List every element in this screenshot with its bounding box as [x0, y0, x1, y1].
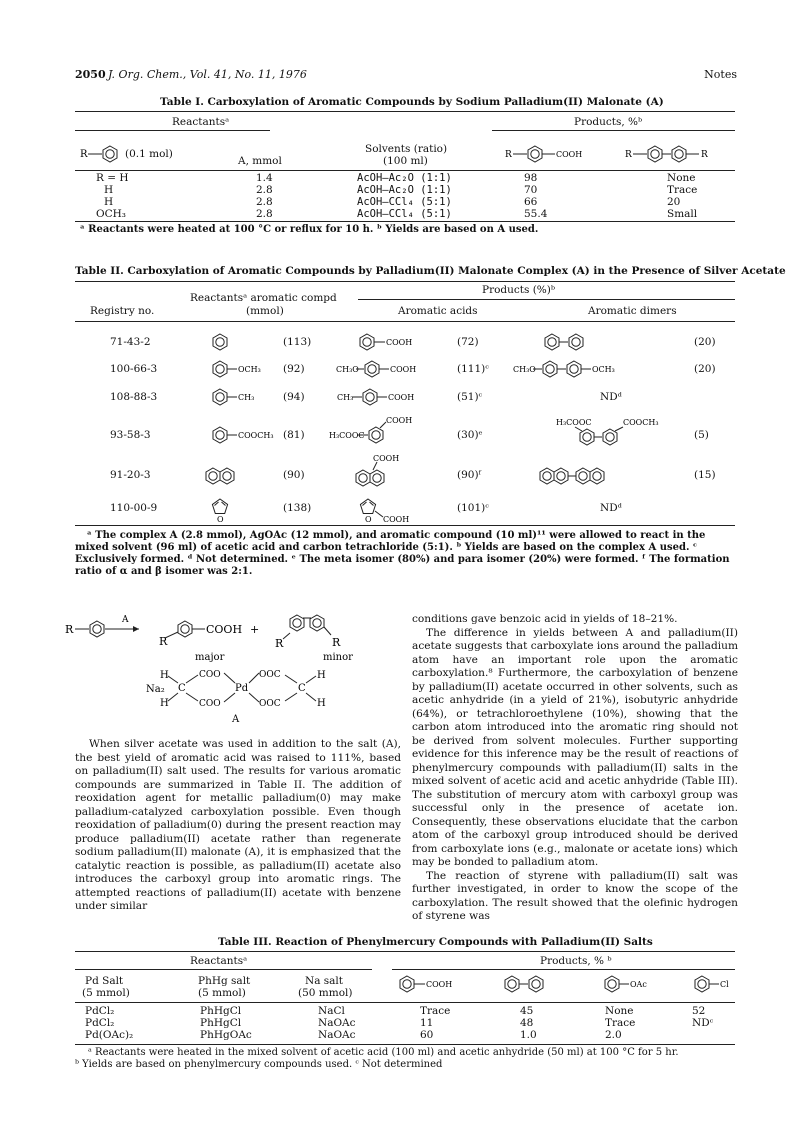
t2r4-acid-left: H₃COOC [329, 431, 365, 440]
table1-header-rule [75, 170, 735, 171]
t1-row-dimer-yield: None [667, 172, 696, 184]
scheme-c2: C [298, 683, 306, 694]
t2-row-dimer-yield: (20) [694, 336, 716, 348]
table1-rule-products [492, 130, 735, 131]
t2-row-registry: 108-88-3 [110, 391, 158, 403]
table3-col-hg-amt: (5 mmol) [198, 987, 246, 999]
t1-row-solvent: AcOH–CCl₄ (5:1) [357, 196, 452, 208]
t2r2-sub: OCH₃ [238, 365, 261, 374]
t3-row-benzoic: 11 [420, 1017, 434, 1029]
table2-col-dimers: Aromatic dimers [588, 305, 677, 317]
table1-col-reactant: (0.1 mol) [125, 148, 173, 160]
naphthalene-icon [206, 468, 234, 484]
t2-row-mmol: (94) [283, 391, 305, 403]
table1-cooh-label: COOH [556, 150, 583, 159]
t2r6-acid-sub: COOH [383, 515, 410, 524]
t2-row-mmol: (81) [283, 429, 305, 441]
scheme-h4: H [317, 698, 326, 709]
t3-cl: Cl [720, 980, 729, 989]
t2-row-acid-yield: (101)ᶜ [457, 502, 489, 514]
t2r4-dimer-left: H₃COOC [556, 418, 592, 427]
t2-row-registry: 110-00-9 [110, 502, 158, 514]
table3-rule-reactants [75, 969, 372, 970]
t3-row-oac: Trace [605, 1017, 636, 1029]
t2r4-acid-sub: COOH [386, 416, 413, 425]
table3-col-pd-amt: (5 mmol) [82, 987, 130, 999]
t2-row-dimer-yield: NDᵈ [600, 502, 622, 514]
t3-row-biphenyl: 1.0 [520, 1029, 537, 1041]
table3-header-rule [75, 1002, 735, 1003]
t2-row-dimer-yield: NDᵈ [600, 391, 622, 403]
t1-row-solvent: AcOH–Ac₂O (1:1) [357, 184, 452, 196]
table3-bottom-rule [75, 1044, 735, 1045]
t1-row-a: 2.8 [256, 208, 273, 220]
t1-row-acid-yield: 70 [524, 184, 538, 196]
scheme-na2: Na₂ [146, 684, 165, 695]
table3-footnote-a: ᵃ Reactants were heated in the mixed solvent of acetic acid (100 ml) and acetic anhydride (50 ml) at 100 °C for 5 hr. [88, 1047, 679, 1058]
page-number: 2050 [75, 68, 106, 81]
scheme-ooc2: OOC [259, 699, 281, 709]
table2-footnote: ᵃ The complex A (2.8 mmol), AgOAc (12 mmol), and aromatic compound (10 ml)¹¹ were allowed to react in the mixed solvent (96 ml) of acetic acid and carbon tetrachloride (5:1). ᵇ Yields are based on the complex A used. ᶜ Exclusively formed. ᵈ Not determined. ᵉ The meta isomer (80%) and para isomer (20%) were formed. ᶠ The formation ratio of α and β isomer was 2:1. [75, 530, 730, 577]
t3-row-oac: 2.0 [605, 1029, 622, 1041]
t3-row-pd: PdCl₂ [85, 1017, 115, 1029]
scheme-r3: R [275, 637, 284, 650]
table1-col-solvents-vol: (100 ml) [383, 155, 428, 167]
t2r3-sub: CH₃ [238, 393, 255, 402]
scheme-r1: R [65, 623, 74, 636]
scheme-cooh: COOH [206, 623, 243, 636]
scheme-plus: + [250, 623, 260, 636]
svg-text:R: R [80, 149, 88, 160]
scheme-h2: H [160, 698, 169, 709]
t1-row-dimer-yield: 20 [667, 196, 681, 208]
table1-rule-reactants [75, 130, 270, 131]
table1-top-rule [75, 111, 735, 112]
t1-row-r: OCH₃ [96, 208, 127, 220]
table2-products-header: Products (%)ᵇ [482, 284, 556, 296]
table2-col-mmol: (mmol) [246, 305, 284, 317]
section-label: Notes [704, 68, 737, 81]
table3-col-na: Na salt [305, 975, 344, 987]
t2-row-mmol: (90) [283, 469, 305, 481]
table3-caption: Table III. Reaction of Phenylmercury Compounds with Palladium(II) Salts [218, 936, 653, 948]
t2r2-acid-sub: COOH [390, 365, 417, 374]
t3-row-na: NaCl [318, 1005, 345, 1017]
t2-row-acid-yield: (72) [457, 336, 479, 348]
scheme-label-a: A [232, 714, 240, 725]
table2-col-acids: Aromatic acids [398, 305, 478, 317]
table3-col-na-amt: (50 mmol) [298, 987, 353, 999]
t2-row-dimer-yield: (5) [694, 429, 709, 441]
right-column-text [412, 613, 738, 924]
t1-row-acid-yield: 98 [524, 172, 538, 184]
table2-rule-products [358, 299, 735, 300]
furan-icon [212, 499, 227, 514]
t1-row-dimer-yield: Trace [667, 184, 698, 196]
table3-col-pd: Pd Salt [85, 975, 124, 987]
t1-row-r: H [104, 184, 114, 196]
table3-col-hg: PhHg salt [198, 975, 251, 987]
t3-row-benzoic: Trace [420, 1005, 451, 1017]
t3-row-benzoic: 60 [420, 1029, 434, 1041]
t3-row-biphenyl: 45 [520, 1005, 534, 1017]
right-paragraph-2: The difference in yields between A and palladium(II) acetate suggests that carboxylate ions around the palladium atom have an important role upon the aromatic carboxylation.⁸ Furthermore, the carboxylation of benzene by palladium(II) acetate occurred in other solvents, such as acetic anhydride (in a yield of 21%), isobutyric anhydride (64%), or tetrachloroethylene (10%), showing that the carbon atom introduced into the aromatic ring should not be derived from solvent molecules. Further supporting evidence for this inference may be the result of reactions of phenylmercury compounds with palladium(II) salts in the mixed solvent of acetic acid and acetic anhydride (Table III). The substitution of mercury atom with carboxyl group was successful only in the presence of acetate ion. Consequently, these observations elucidate that the carbon atom of the carboxyl group introduced should be derived from carboxylate ions (e.g., malonate or acetate ions) which may be bonded to palladium atom. [412, 626, 738, 868]
table1-caption: Table I. Carboxylation of Aromatic Compounds by Sodium Palladium(II) Malonate (A) [160, 96, 664, 108]
table1-biphenyl-structure [625, 142, 735, 166]
t2r4-sub: COOCH₃ [238, 431, 274, 440]
running-header: J. Org. Chem., Vol. 41, No. 11, 1976 [108, 68, 307, 81]
t2-row-registry: 91-20-3 [110, 469, 151, 481]
t2-row-mmol: (138) [283, 502, 312, 514]
t2r4-dimer-right: COOCH₃ [623, 418, 659, 427]
svg-text:R: R [625, 150, 632, 160]
t2-row-acid-yield: (111)ᶜ [457, 363, 489, 375]
t2r6-acid-o: O [365, 515, 372, 524]
scheme-coo1: COO [199, 670, 221, 680]
t3-row-oac: None [605, 1005, 634, 1017]
t2-row-acid-yield: (30)ᵉ [457, 429, 483, 441]
right-paragraph-1: conditions gave benzoic acid in yields of 18–21%. [412, 613, 678, 625]
table1-col-a: A, mmol [238, 155, 282, 167]
t1-row-solvent: AcOH–CCl₄ (5:1) [357, 208, 452, 220]
scheme-pd: Pd [235, 683, 249, 694]
table2-col-registry: Registry no. [90, 305, 155, 317]
table3-products-header: Products, % ᵇ [540, 955, 612, 967]
table1-footnote: ᵃ Reactants were heated at 100 °C or reflux for 10 h. ᵇ Yields are based on A used. [80, 224, 539, 235]
scheme-r2: R [159, 635, 168, 648]
scheme-minor: minor [323, 652, 353, 663]
t3-oac: OAc [630, 980, 647, 989]
t1-row-dimer-yield: Small [667, 208, 698, 220]
t3-row-na: NaOAc [318, 1017, 356, 1029]
t1-row-solvent: AcOH–Ac₂O (1:1) [357, 172, 452, 184]
scheme-h3: H [317, 670, 326, 681]
table2-structures [75, 325, 735, 525]
left-column-text [75, 738, 401, 914]
table2-caption: Table II. Carboxylation of Aromatic Compounds by Palladium(II) Malonate Complex (A) in the Presence of Silver Acetate [75, 265, 786, 277]
t2-row-acid-yield: (51)ᶜ [457, 391, 483, 403]
t1-row-a: 1.4 [256, 172, 273, 184]
scheme-ooc1: OOC [259, 670, 281, 680]
t1-row-acid-yield: 66 [524, 196, 538, 208]
t2-row-registry: 93-58-3 [110, 429, 151, 441]
t3-row-na: NaOAc [318, 1029, 356, 1041]
t2r6-sub: O [217, 515, 224, 524]
t2r2-dimer-left: CH₃O [513, 365, 536, 374]
table1-col-solvents: Solvents (ratio) [365, 143, 448, 155]
t3-row-hg: PhHgCl [200, 1005, 242, 1017]
t3-row-pd: PdCl₂ [85, 1005, 115, 1017]
table2-col-reactants: Reactantsᵃ aromatic compd [190, 292, 337, 304]
scheme-major: major [195, 652, 225, 663]
scheme-r4: R [332, 636, 341, 649]
t2-row-dimer-yield: (15) [694, 469, 716, 481]
t2r1-acid-sub: COOH [386, 338, 413, 347]
table3-top-rule [75, 951, 735, 952]
t1-row-acid-yield: 55.4 [524, 208, 548, 220]
scheme-arrow-label: A [122, 615, 129, 625]
table1-reactants-header: Reactantsᵃ [172, 116, 230, 128]
t2-row-registry: 71-43-2 [110, 336, 151, 348]
scheme-coo2: COO [199, 699, 221, 709]
svg-text:R: R [701, 150, 708, 160]
t1-row-r: H [104, 196, 114, 208]
t1-row-r: R = H [96, 172, 129, 184]
t2-row-mmol: (113) [283, 336, 312, 348]
t2r3-acid-sub: COOH [388, 393, 415, 402]
t2r5-acid-sub: COOH [373, 454, 400, 463]
left-paragraph-1: When silver acetate was used in addition to the salt (A), the best yield of aromatic acid was raised to 111%, based on palladium(II) salt used. The results for various aromatic compounds are summarized in Table II. The addition of reoxidation agent for metallic palladium(0) may make palladium-catalyzed carboxylation possible. Even though reoxidation of palladium(0) during the present reaction may produce palladium(II) acetate rather than regenerate sodium palladium(II) malonate (A), it is emphasized that the catalytic reaction is possible, as palladium(II) acetate also introduces the carboxyl group into aromatic rings. The attempted reactions of palladium(II) acetate with benzene under similar [75, 738, 401, 912]
table2-bottom-rule [75, 525, 735, 526]
right-paragraph-3: The reaction of styrene with palladium(II) salt was further investigated, in order to know the scope of the carboxylation. The result showed that the olefinic hydrogen of styrene was [412, 869, 738, 922]
t2-row-registry: 100-66-3 [110, 363, 158, 375]
t3-row-cl: 52 [692, 1005, 706, 1017]
t2r3-acid-left: CH₃ [337, 393, 354, 402]
t3-row-pd: Pd(OAc)₂ [85, 1029, 134, 1041]
t2-row-dimer-yield: (20) [694, 363, 716, 375]
t2-row-acid-yield: (90)ᶠ [457, 469, 481, 481]
t1-row-a: 2.8 [256, 184, 273, 196]
t1-row-a: 2.8 [256, 196, 273, 208]
t3-row-hg: PhHgCl [200, 1017, 242, 1029]
table2-header-rule [75, 321, 735, 322]
reaction-scheme [65, 605, 405, 725]
t2r2-dimer-right: OCH₃ [592, 365, 615, 374]
table2-top-rule [75, 281, 735, 282]
table3-product-structures [395, 971, 735, 997]
t3-row-hg: PhHgOAc [200, 1029, 252, 1041]
table1-bottom-rule [75, 221, 735, 222]
t2-row-mmol: (92) [283, 363, 305, 375]
t3-row-cl: NDᶜ [692, 1017, 714, 1029]
table3-reactants-header: Reactantsᵃ [190, 955, 248, 967]
t3-cooh: COOH [426, 980, 453, 989]
svg-text:R: R [505, 150, 512, 160]
benzene-ring-icon [213, 334, 227, 350]
table1-products-header: Products, %ᵇ [574, 116, 643, 128]
table3-rule-products [392, 969, 735, 970]
table3-footnote-b: ᵇ Yields are based on phenylmercury compounds used. ᶜ Not determined [75, 1059, 443, 1070]
table1-benzene-structure [80, 142, 126, 166]
table1-benzoic-acid-structure [505, 142, 595, 166]
t3-row-biphenyl: 48 [520, 1017, 534, 1029]
t2r2-acid-left: CH₃O [336, 365, 359, 374]
scheme-c1: C [178, 683, 186, 694]
scheme-h1: H [160, 670, 169, 681]
